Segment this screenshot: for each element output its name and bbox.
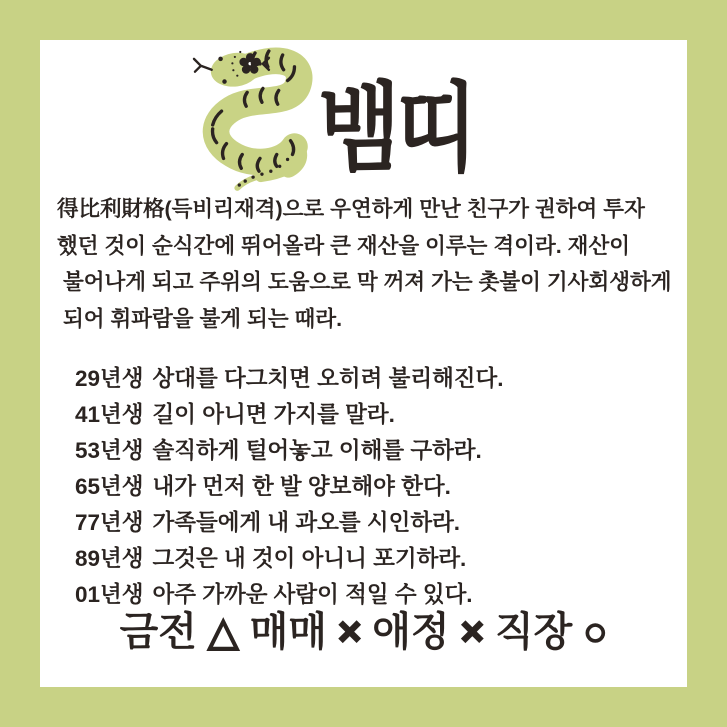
birth-year: 01년생 (75, 582, 144, 607)
snake-icon (192, 42, 326, 196)
year-fortune-text: 내가 먼저 한 발 양보해야 한다. (152, 474, 451, 499)
birth-year: 29년생 (75, 366, 144, 391)
birth-year: 65년생 (75, 474, 144, 499)
snake-tongue (194, 59, 212, 72)
category-summary (40, 604, 687, 660)
year-fortune-text: 그것은 내 것이 아니니 포기하라. (152, 546, 467, 571)
year-fortune-text: 상대를 다그치면 오히려 불리해진다. (152, 366, 504, 391)
cross-mark: × (337, 610, 362, 654)
year-fortune-row (75, 469, 504, 505)
birth-year: 89년생 (75, 546, 144, 571)
intro-line: 했던 것이 순식간에 뛰어올라 큰 재산을 이루는 격이라. 재산이 (57, 233, 630, 258)
year-fortune-text: 아주 가까운 사람이 적일 수 있다. (152, 582, 473, 607)
year-fortune-text: 솔직하게 털어놓고 이해를 구하라. (152, 438, 482, 463)
birth-year: 77년생 (75, 510, 144, 535)
category-label: 금전 (119, 610, 197, 654)
year-fortune-row (75, 397, 504, 433)
yearly-fortunes (75, 361, 504, 613)
category-label: 직장 (494, 610, 573, 654)
year-fortune-row (75, 361, 504, 397)
triangle-mark: △ (207, 610, 239, 654)
circle-mark: ○ (583, 610, 608, 654)
year-fortune-text: 가족들에게 내 과오를 시인하라. (152, 510, 461, 535)
intro-line: 得比利財格(득비리재격)으로 우연하게 만난 친구가 권하여 투자 (57, 197, 645, 221)
cross-mark: × (460, 610, 484, 654)
birth-year: 41년생 (75, 402, 144, 427)
year-fortune-row (75, 505, 504, 541)
category-label: 애정 (372, 610, 450, 654)
year-fortune-text: 길이 아니면 가지를 말라. (152, 402, 395, 427)
page-title: 뱀띠 (318, 74, 475, 183)
birth-year: 53년생 (75, 438, 144, 463)
intro-line: 되어 휘파람을 불게 되는 때라. (57, 306, 343, 331)
year-fortune-row (75, 433, 504, 469)
intro-line: 불어나게 되고 주위의 도움으로 막 꺼져 가는 촛불이 기사회생하게 (57, 270, 672, 294)
year-fortune-row (75, 541, 504, 577)
category-label: 매매 (249, 610, 327, 654)
fortune-intro (57, 191, 677, 337)
